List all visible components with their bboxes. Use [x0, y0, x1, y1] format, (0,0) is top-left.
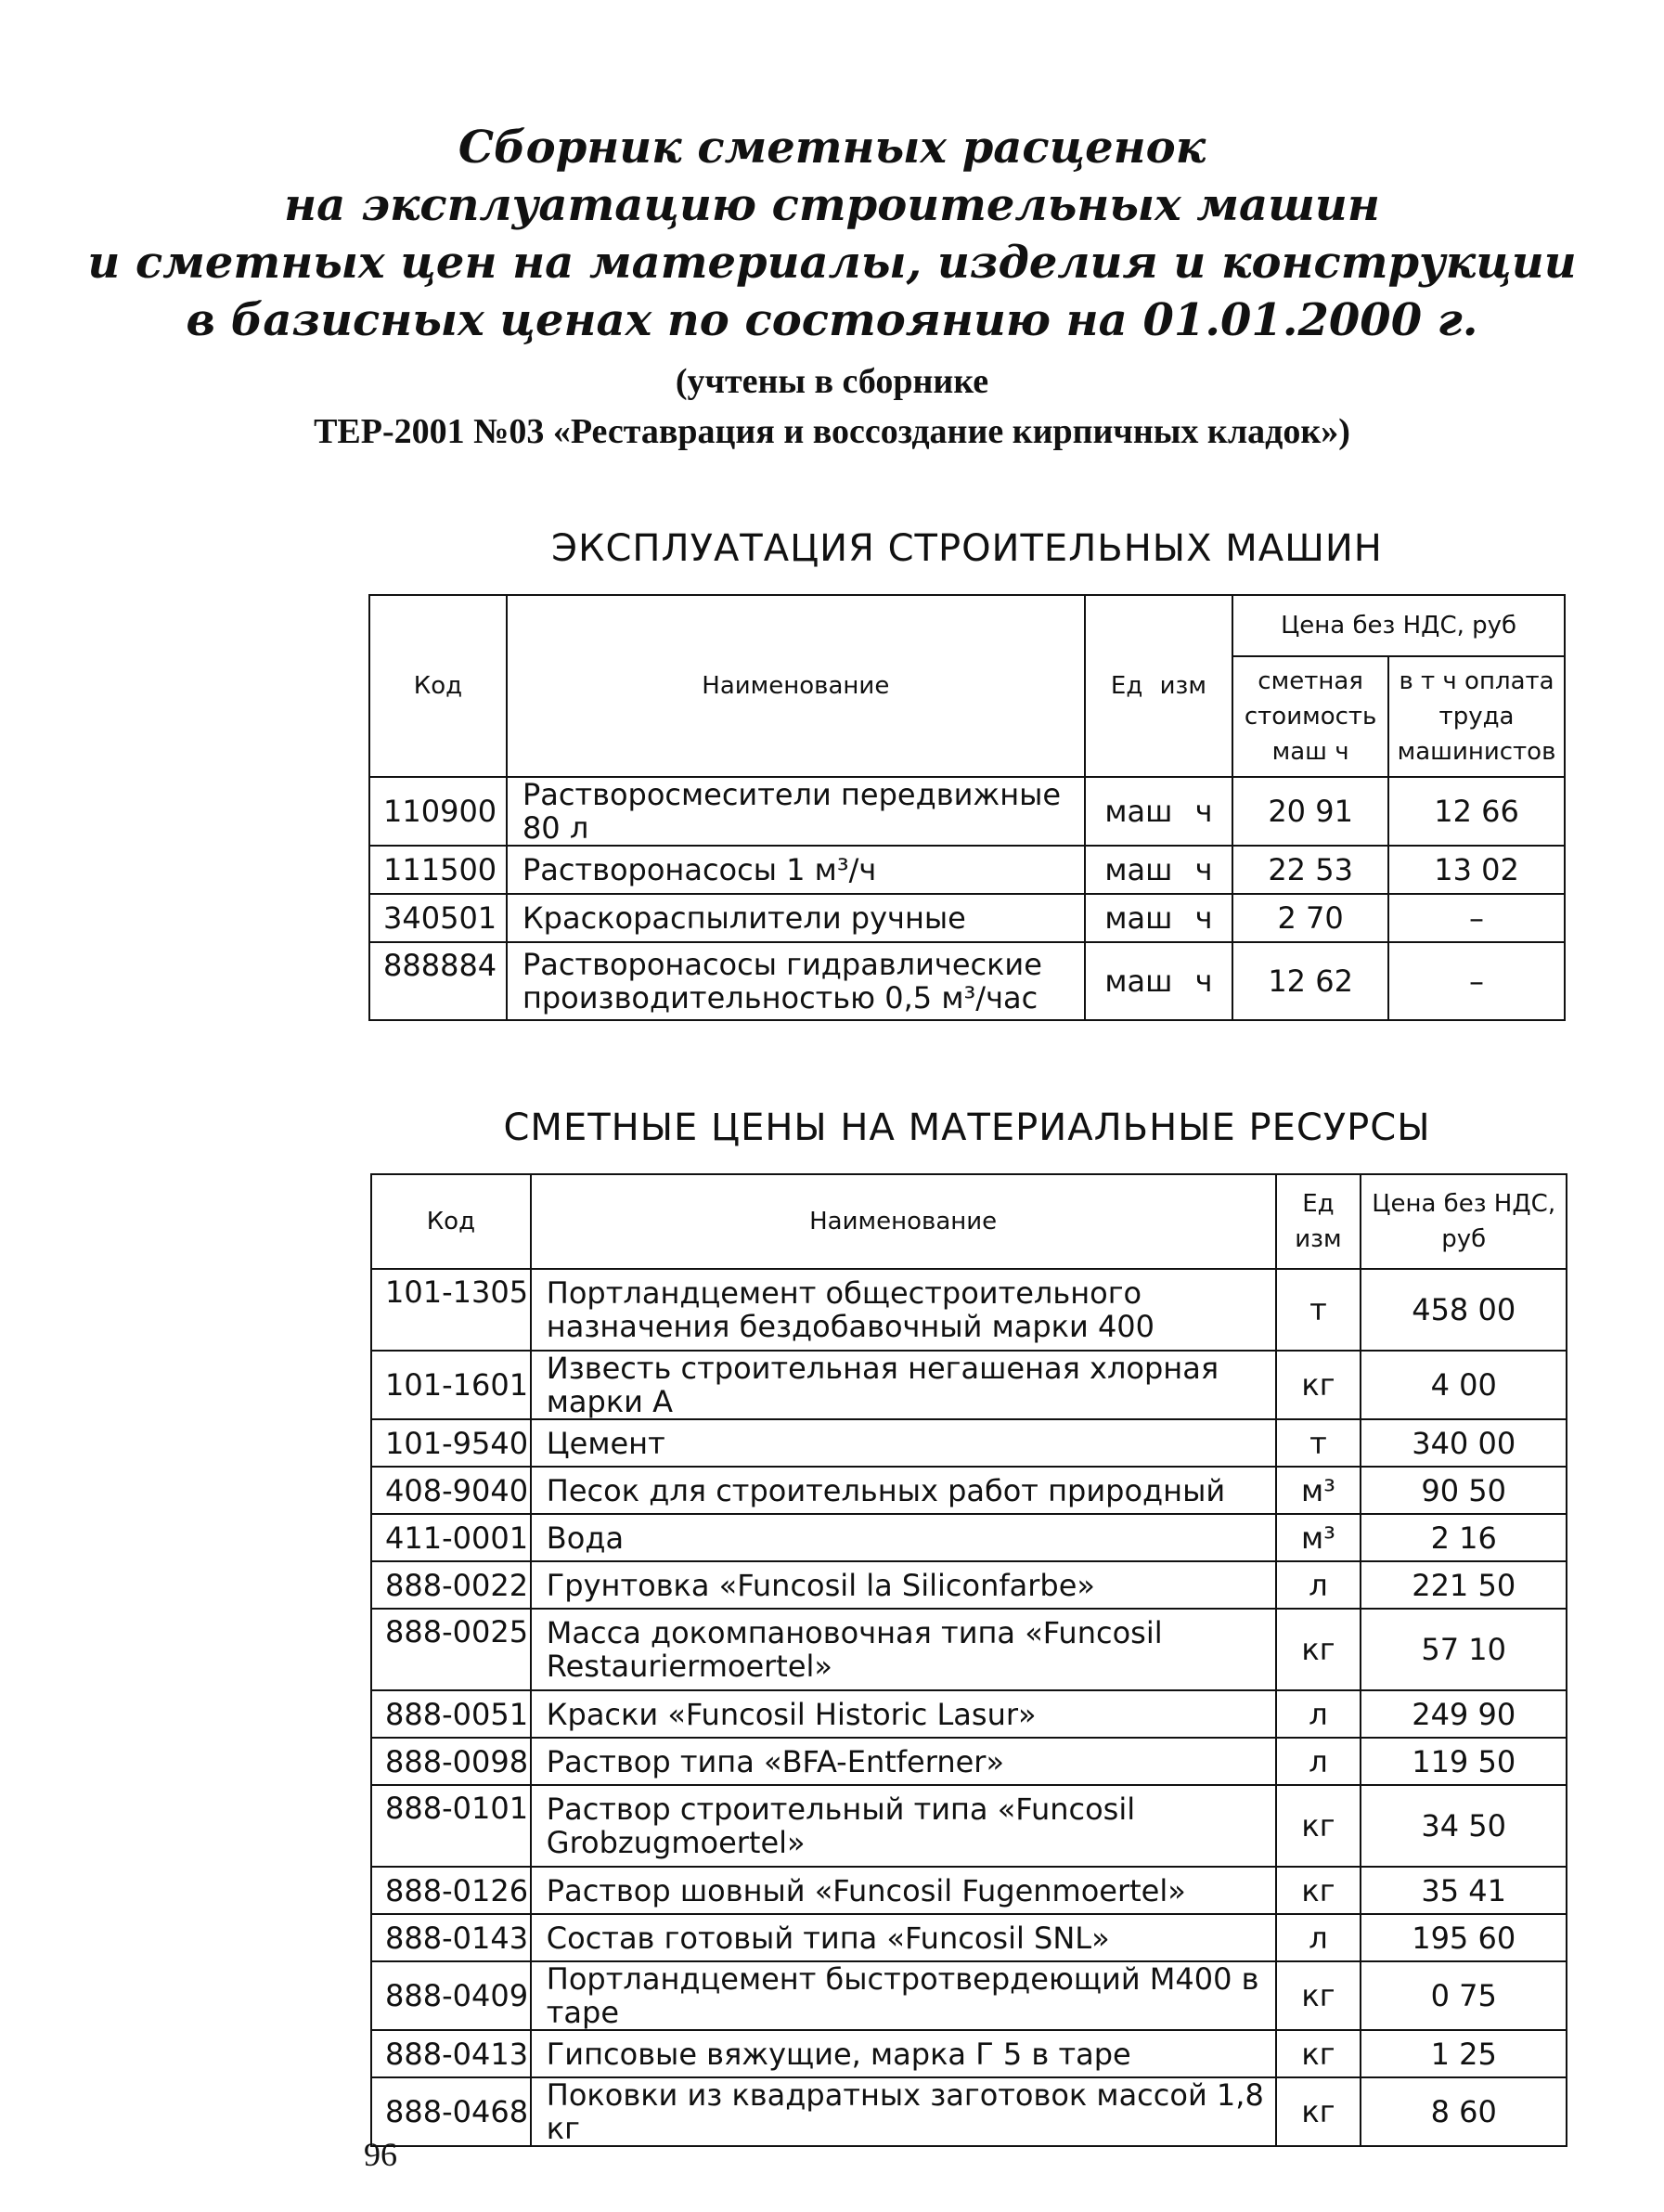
material-code: 101-1305: [371, 1269, 531, 1351]
materials-header-name: Наименование: [531, 1174, 1276, 1269]
material-unit: л: [1276, 1561, 1361, 1609]
subtitle-line-2: ТЕР-2001 №03 «Реставрация и воссоздание кирпичных кладок»): [314, 412, 1350, 451]
material-unit: кг: [1276, 2077, 1361, 2146]
table-row: [371, 1867, 1567, 1914]
table-row: [371, 1738, 1567, 1785]
table-row: [369, 894, 1565, 942]
table-row: [371, 2030, 1567, 2077]
machine-unit: маш ч: [1085, 942, 1233, 1020]
material-name: Грунтовка «Funcosil la Siliconfarbe»: [531, 1561, 1276, 1609]
material-name: Краски «Funcosil Historic Lasur»: [531, 1690, 1276, 1738]
machine-name: Краскораспылители ручные: [507, 894, 1085, 942]
materials-header-row: [371, 1174, 1567, 1269]
materials-header-price: Цена без НДС, руб: [1361, 1174, 1567, 1269]
table-row: [371, 1467, 1567, 1514]
material-code: 888-0143: [371, 1914, 531, 1961]
material-code: 888-0022: [371, 1561, 531, 1609]
material-name: Гипсовые вяжущие, марка Г 5 в таре: [531, 2030, 1276, 2077]
table-row: [369, 942, 1565, 1020]
machines-header-row: [369, 595, 1565, 656]
materials-section-title: СМЕТНЫЕ ЦЕНЫ НА МАТЕРИАЛЬНЫЕ РЕСУРСЫ: [503, 1106, 1431, 1149]
material-name: Раствор строительный типа «Funcosil Grobzugmoertel»: [531, 1785, 1276, 1867]
material-price: 458 00: [1361, 1269, 1567, 1351]
material-name: Песок для строительных работ природный: [531, 1467, 1276, 1514]
machines-table: [368, 594, 1566, 1021]
machine-wage: 13 02: [1388, 846, 1565, 894]
table-row: [371, 1419, 1567, 1467]
material-price: 340 00: [1361, 1419, 1567, 1467]
material-code: 888-0468: [371, 2077, 531, 2146]
material-unit: л: [1276, 1738, 1361, 1785]
machine-code: 111500: [369, 846, 507, 894]
material-name: Раствор типа «BFA-Entferner»: [531, 1738, 1276, 1785]
material-code: 101-1601: [371, 1351, 531, 1419]
page-number: 96: [364, 2136, 397, 2173]
table-row: [371, 2077, 1567, 2146]
material-unit: м³: [1276, 1514, 1361, 1561]
table-row: [371, 1785, 1567, 1867]
machine-cost: 22 53: [1232, 846, 1388, 894]
material-unit: т: [1276, 1419, 1361, 1467]
materials-table: [370, 1173, 1567, 2147]
materials-header-unit: Ед изм: [1276, 1174, 1361, 1269]
material-name: Поковки из квадратных заготовок массой 1,8 кг: [531, 2077, 1276, 2146]
material-price: 35 41: [1361, 1867, 1567, 1914]
material-price: 1 25: [1361, 2030, 1567, 2077]
machine-wage: –: [1388, 894, 1565, 942]
machine-unit: маш ч: [1085, 894, 1233, 942]
subtitle-line-1: (учтены в сборнике: [675, 362, 989, 401]
material-name: Портландцемент быстротвердеющий М400 в таре: [531, 1961, 1276, 2030]
material-unit: л: [1276, 1690, 1361, 1738]
machine-cost: 12 62: [1232, 942, 1388, 1020]
machine-wage: 12 66: [1388, 777, 1565, 846]
material-name: Цемент: [531, 1419, 1276, 1467]
material-price: 2 16: [1361, 1514, 1567, 1561]
machines-header-wage: в т ч оплата труда машинистов: [1388, 656, 1565, 777]
machine-code: 340501: [369, 894, 507, 942]
table-row: [371, 1269, 1567, 1351]
material-code: 888-0409: [371, 1961, 531, 2030]
material-code: 888-0126: [371, 1867, 531, 1914]
material-unit: кг: [1276, 2030, 1361, 2077]
material-code: 411-0001: [371, 1514, 531, 1561]
machine-unit: маш ч: [1085, 846, 1233, 894]
material-name: Вода: [531, 1514, 1276, 1561]
material-code: 888-0025: [371, 1609, 531, 1690]
material-price: 119 50: [1361, 1738, 1567, 1785]
title-line-3: и сметных цен на материалы, изделия и конструкции: [87, 237, 1577, 289]
material-price: 8 60: [1361, 2077, 1567, 2146]
material-unit: кг: [1276, 1785, 1361, 1867]
machine-name: Растворонасосы гидравлические производительностью 0,5 м³/час: [507, 942, 1085, 1020]
material-unit: л: [1276, 1914, 1361, 1961]
document-title: [0, 119, 1664, 349]
material-price: 0 75: [1361, 1961, 1567, 2030]
material-code: 888-0098: [371, 1738, 531, 1785]
material-code: 408-9040: [371, 1467, 531, 1514]
material-code: 888-0101: [371, 1785, 531, 1867]
table-row: [371, 1961, 1567, 2030]
machine-code: 110900: [369, 777, 507, 846]
machines-header-price-group: Цена без НДС, руб: [1232, 595, 1565, 656]
table-row: [371, 1514, 1567, 1561]
material-name: Известь строительная негашеная хлорная марки А: [531, 1351, 1276, 1419]
table-row: [371, 1690, 1567, 1738]
material-price: 90 50: [1361, 1467, 1567, 1514]
table-row: [371, 1351, 1567, 1419]
material-unit: кг: [1276, 1961, 1361, 2030]
machines-header-unit: Ед изм: [1085, 595, 1233, 777]
material-unit: т: [1276, 1269, 1361, 1351]
materials-header-code: Код: [371, 1174, 531, 1269]
material-unit: кг: [1276, 1609, 1361, 1690]
title-line-4: в базисных ценах по состоянию на 01.01.2000 г.: [186, 294, 1478, 346]
machine-name: Растворонасосы 1 м³/ч: [507, 846, 1085, 894]
machine-wage: –: [1388, 942, 1565, 1020]
machine-unit: маш ч: [1085, 777, 1233, 846]
table-row: [371, 1561, 1567, 1609]
machines-header-cost: сметная стоимость маш ч: [1232, 656, 1388, 777]
machine-cost: 20 91: [1232, 777, 1388, 846]
machine-code: 888884: [369, 942, 507, 1020]
material-unit: кг: [1276, 1351, 1361, 1419]
machine-cost: 2 70: [1232, 894, 1388, 942]
table-row: [371, 1914, 1567, 1961]
material-name: Портландцемент общестроительного назначения бездобавочный марки 400: [531, 1269, 1276, 1351]
material-code: 888-0413: [371, 2030, 531, 2077]
table-row: [369, 846, 1565, 894]
material-price: 249 90: [1361, 1690, 1567, 1738]
material-price: 34 50: [1361, 1785, 1567, 1867]
material-unit: кг: [1276, 1867, 1361, 1914]
material-price: 195 60: [1361, 1914, 1567, 1961]
machines-header-code: Код: [369, 595, 507, 777]
material-name: Масса докомпановочная типа «Funcosil Restauriermoertel»: [531, 1609, 1276, 1690]
machines-header-name: Наименование: [507, 595, 1085, 777]
title-line-2: на эксплуатацию строительных машин: [284, 179, 1380, 231]
material-code: 888-0051: [371, 1690, 531, 1738]
document-subtitle: [0, 356, 1664, 457]
material-name: Состав готовый типа «Funcosil SNL»: [531, 1914, 1276, 1961]
machines-section-title: ЭКСПЛУАТАЦИЯ СТРОИТЕЛЬНЫХ МАШИН: [551, 527, 1383, 570]
material-price: 221 50: [1361, 1561, 1567, 1609]
table-row: [371, 1609, 1567, 1690]
title-line-1: Сборник сметных расценок: [458, 122, 1206, 174]
material-name: Раствор шовный «Funcosil Fugenmoertel»: [531, 1867, 1276, 1914]
material-code: 101-9540: [371, 1419, 531, 1467]
table-row: [369, 777, 1565, 846]
material-price: 57 10: [1361, 1609, 1567, 1690]
material-unit: м³: [1276, 1467, 1361, 1514]
material-price: 4 00: [1361, 1351, 1567, 1419]
machine-name: Растворосмесители передвижные 80 л: [507, 777, 1085, 846]
